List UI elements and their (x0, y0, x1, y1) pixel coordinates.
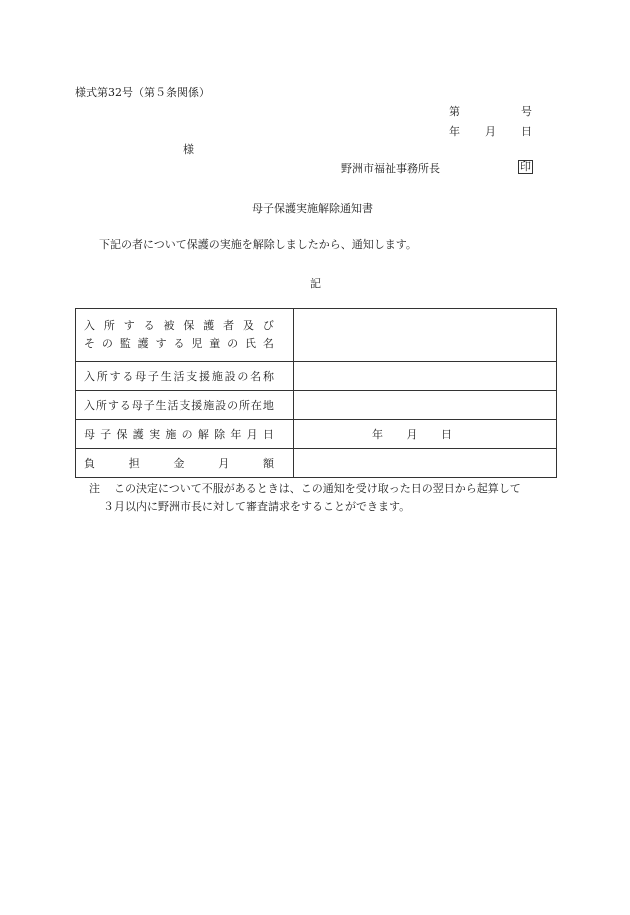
label-char: 名 (250, 370, 262, 383)
row4-label (76, 420, 294, 449)
label-char: る (173, 337, 185, 350)
label-char: 保 (116, 428, 128, 441)
row3-value (294, 391, 557, 420)
label-char: す (123, 319, 135, 332)
cancellation-month: 月 (406, 428, 418, 441)
row1-label-line2 (84, 335, 274, 353)
label-char: 母 (135, 370, 147, 383)
label-char: 護 (132, 428, 144, 441)
label-char: 子 (143, 399, 155, 412)
label-char: 地 (262, 399, 274, 412)
label-char: 援 (199, 370, 211, 383)
label-char: の (227, 337, 239, 350)
label-char: 活 (173, 370, 185, 383)
label-char: す (155, 337, 167, 350)
label-char: す (107, 399, 119, 412)
label-char: 及 (243, 319, 254, 332)
label-char: 金 (173, 457, 185, 470)
label-char: 者 (223, 319, 235, 332)
row1-label (76, 309, 294, 362)
label-char: 在 (250, 399, 262, 412)
note-line1: この決定について不服があるときは、この通知を受け取った日の翌日から起算して (114, 482, 521, 495)
body-text: 下記の者について保護の実施を解除しましたから、通知します。 (99, 238, 417, 251)
label-char: の (101, 337, 113, 350)
label-char: 担 (128, 457, 140, 470)
row5-value (294, 449, 557, 478)
label-char: 所 (238, 399, 250, 412)
label-char: る (119, 399, 131, 412)
label-char: 所 (95, 399, 107, 412)
label-char: る (143, 319, 155, 332)
label-char: 負 (84, 457, 95, 470)
label-char: 被 (163, 319, 175, 332)
label-char: 施 (203, 399, 215, 412)
label-char: 解 (197, 428, 209, 441)
cancellation-date (372, 426, 452, 442)
label-char: 名 (262, 337, 274, 350)
note-line2: ３月以内に野洲市長に対して審査請求をすることができます。 (103, 500, 411, 513)
row2-value (294, 362, 557, 391)
label-char: 称 (262, 370, 274, 383)
label-char: 児 (191, 337, 203, 350)
sender-name: 野洲市福祉事務所長 (341, 162, 440, 175)
label-char: 実 (149, 428, 161, 441)
label-char: 子 (147, 370, 159, 383)
document-title: 母子保護実施解除通知書 (252, 202, 373, 215)
table-row (76, 420, 557, 449)
label-char: 生 (155, 399, 167, 412)
issue-date-month: 月 (485, 125, 496, 138)
label-char: 年 (230, 428, 242, 441)
addressee-suffix: 様 (183, 143, 194, 156)
row1-label-line1 (84, 317, 274, 335)
label-char: 月 (218, 457, 230, 470)
note-prefix: 注 (89, 482, 100, 495)
label-char: 母 (84, 428, 95, 441)
label-char: 活 (167, 399, 179, 412)
issue-date-day: 日 (521, 125, 532, 138)
label-char: そ (84, 337, 95, 350)
label-char: 月 (246, 428, 258, 441)
label-char: 援 (191, 399, 203, 412)
table-row (76, 391, 557, 420)
document-number (449, 103, 532, 119)
label-char: 護 (203, 319, 215, 332)
seal-mark: 印 (520, 160, 531, 173)
label-char: す (109, 370, 121, 383)
label-char: 支 (179, 399, 191, 412)
cancellation-year: 年 (372, 428, 383, 441)
label-char: 所 (96, 370, 108, 383)
cancellation-day: 日 (441, 428, 452, 441)
table-row (76, 362, 557, 391)
row4-value (294, 420, 557, 449)
label-char: 額 (263, 457, 274, 470)
label-char: 入 (84, 370, 95, 383)
label-char: 日 (262, 428, 274, 441)
label-char: 入 (84, 319, 95, 332)
label-char: 除 (214, 428, 226, 441)
issue-date-year: 年 (449, 125, 460, 138)
label-char: の (237, 370, 249, 383)
row3-label (76, 391, 294, 420)
label-char: る (122, 370, 134, 383)
label-char: 保 (183, 319, 195, 332)
label-char: 施 (211, 370, 223, 383)
label-char: 氏 (245, 337, 257, 350)
label-char: 監 (119, 337, 131, 350)
label-char: 母 (131, 399, 143, 412)
table-row (76, 449, 557, 478)
table-row (76, 309, 557, 362)
label-char: の (227, 399, 239, 412)
label-char: 童 (209, 337, 221, 350)
label-char: 所 (103, 319, 115, 332)
label-char: び (262, 319, 274, 332)
details-table (75, 308, 557, 478)
form-number: 様式第32号（第５条関係） (75, 86, 210, 99)
label-char: 子 (100, 428, 112, 441)
label-char: 設 (215, 399, 227, 412)
label-char: の (181, 428, 193, 441)
label-char: 護 (137, 337, 149, 350)
label-char: 生 (160, 370, 172, 383)
row5-label (76, 449, 294, 478)
doc-number-prefix: 第 (449, 105, 460, 118)
label-char: 支 (186, 370, 198, 383)
label-char: 設 (224, 370, 236, 383)
issue-date (449, 123, 532, 139)
row2-label (76, 362, 294, 391)
label-char: 施 (165, 428, 177, 441)
row1-value (294, 309, 557, 362)
doc-number-suffix: 号 (521, 105, 532, 118)
label-char: 入 (84, 399, 95, 412)
ki-marker: 記 (310, 277, 321, 290)
